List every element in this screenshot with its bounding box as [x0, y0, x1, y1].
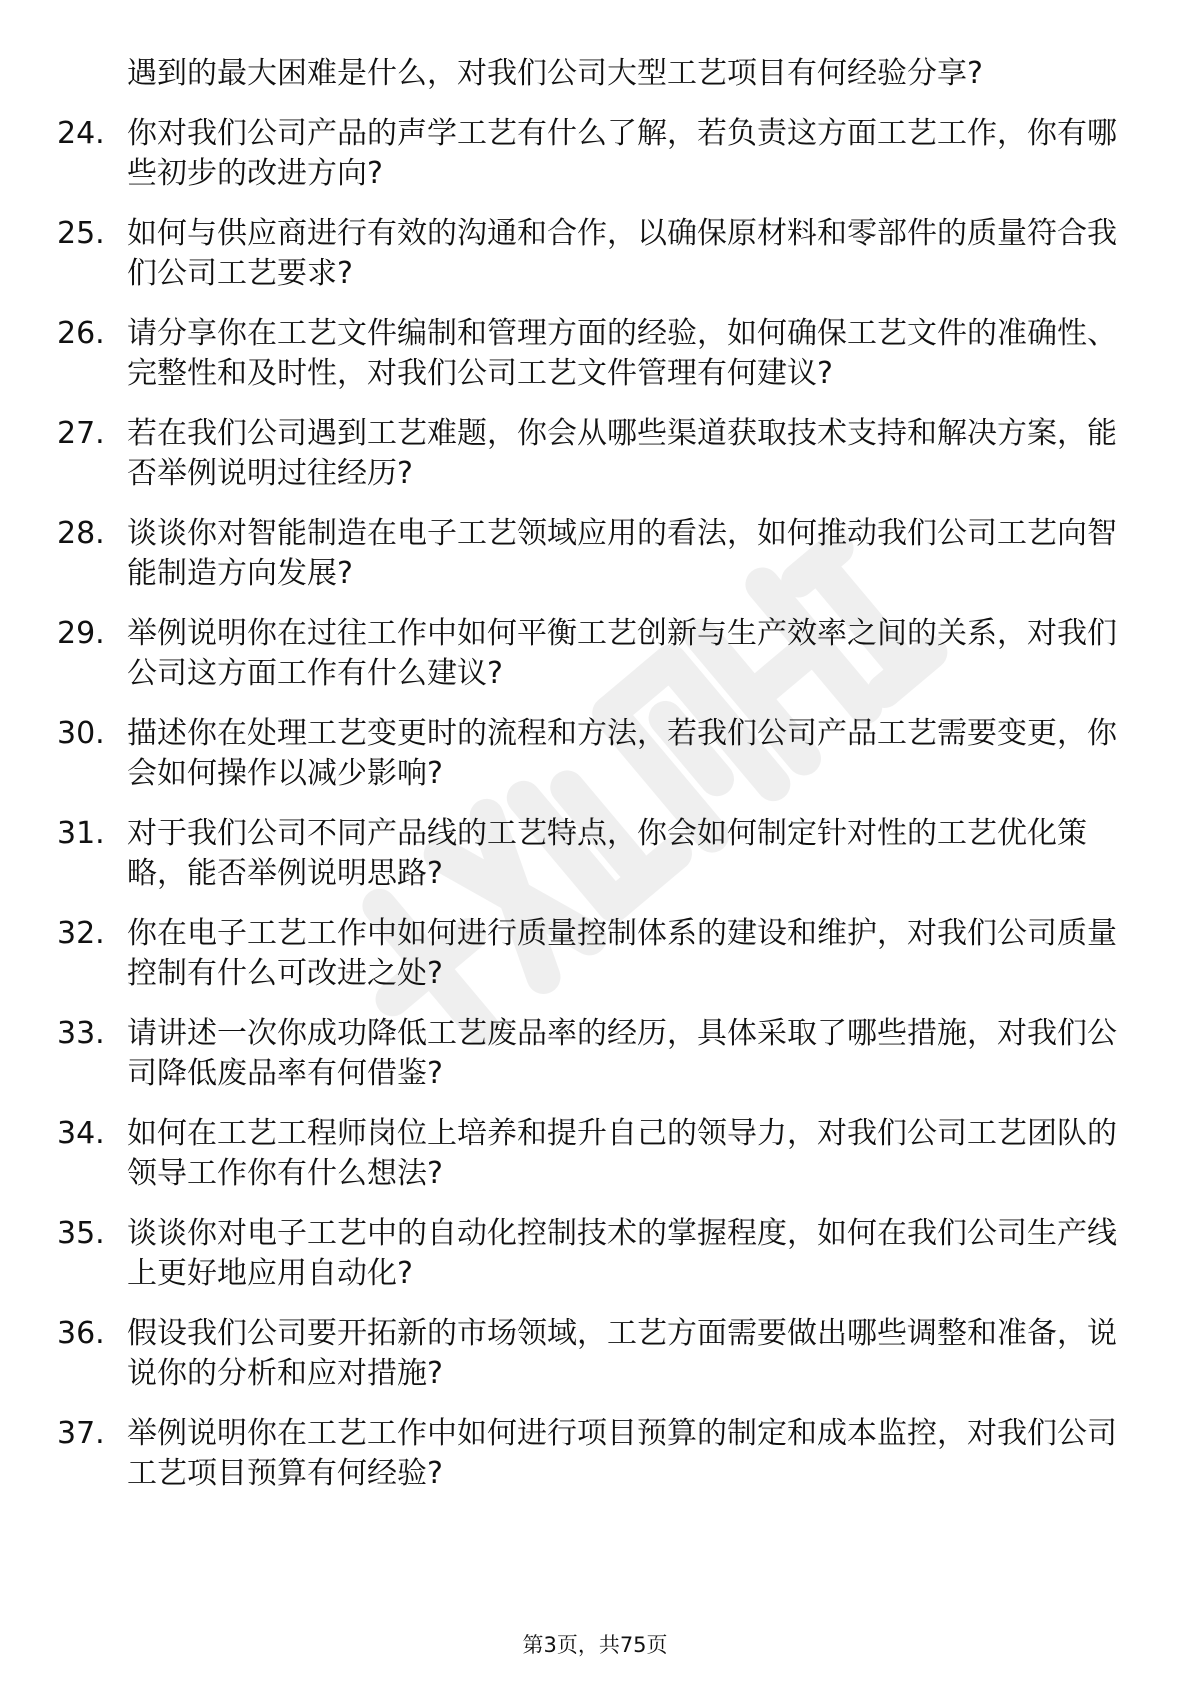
- list-item-text: 如何与供应商进行有效的沟通和合作，以确保原材料和零部件的质量符合我们公司工艺要求?: [127, 216, 1117, 291]
- list-item-text: 如何在工艺工程师岗位上培养和提升自己的领导力，对我们公司工艺团队的领导工作你有什么想法?: [127, 1116, 1117, 1191]
- list-item: [57, 514, 1117, 594]
- list-item-number: 27.: [57, 416, 105, 451]
- list-item-number: 25.: [57, 216, 105, 251]
- list-item: [57, 614, 1117, 694]
- list-item-text: 遇到的最大困难是什么，对我们公司大型工艺项目有何经验分享?: [127, 56, 983, 91]
- list-item: [57, 1414, 1117, 1494]
- list-item: [57, 714, 1117, 794]
- list-item-text: 谈谈你对智能制造在电子工艺领域应用的看法，如何推动我们公司工艺向智能制造方向发展?: [127, 516, 1117, 591]
- list-item-text: 举例说明你在工艺工作中如何进行项目预算的制定和成本监控，对我们公司工艺项目预算有何经验?: [127, 1416, 1117, 1491]
- list-item: [57, 1014, 1117, 1094]
- list-item: [57, 1214, 1117, 1294]
- list-item-number: 34.: [57, 1116, 105, 1151]
- list-item: [57, 1314, 1117, 1394]
- list-item-text: 请分享你在工艺文件编制和管理方面的经验，如何确保工艺文件的准确性、完整性和及时性，对我们公司工艺文件管理有何建议?: [127, 316, 1117, 391]
- list-item-text: 举例说明你在过往工作中如何平衡工艺创新与生产效率之间的关系，对我们公司这方面工作有什么建议?: [127, 616, 1117, 691]
- list-item-text: 对于我们公司不同产品线的工艺特点，你会如何制定针对性的工艺优化策略，能否举例说明思路?: [127, 816, 1087, 891]
- list-item-number: 37.: [57, 1416, 105, 1451]
- list-item-text: 谈谈你对电子工艺中的自动化控制技术的掌握程度，如何在我们公司生产线上更好地应用自动化?: [127, 1216, 1117, 1291]
- list-item: [57, 814, 1117, 894]
- list-item-text: 若在我们公司遇到工艺难题，你会从哪些渠道获取技术支持和解决方案，能否举例说明过往经历?: [127, 416, 1117, 491]
- list-item: [57, 1114, 1117, 1194]
- list-item-number: 28.: [57, 516, 105, 551]
- list-item: [57, 314, 1117, 394]
- list-item: [57, 914, 1117, 994]
- list-item-text: 你在电子工艺工作中如何进行质量控制体系的建设和维护，对我们公司质量控制有什么可改进之处?: [127, 916, 1117, 991]
- page-footer: 第3页，共75页: [522, 1633, 668, 1657]
- list-item-number: 30.: [57, 716, 105, 751]
- list-item-continuation: [57, 54, 1117, 94]
- list-item: [57, 114, 1117, 194]
- list-item-number: 31.: [57, 816, 105, 851]
- question-list: [57, 54, 1117, 1514]
- list-item: [57, 414, 1117, 494]
- list-item-text: 你对我们公司产品的声学工艺有什么了解，若负责这方面工艺工作，你有哪些初步的改进方向?: [127, 116, 1117, 191]
- list-item-number: 26.: [57, 316, 105, 351]
- list-item: [57, 214, 1117, 294]
- list-item-number: 32.: [57, 916, 105, 951]
- list-item-number: 36.: [57, 1316, 105, 1351]
- list-item-text: 请讲述一次你成功降低工艺废品率的经历，具体采取了哪些措施，对我们公司降低废品率有何借鉴?: [127, 1016, 1117, 1091]
- list-item-text: 描述你在处理工艺变更时的流程和方法，若我们公司产品工艺需要变更，你会如何操作以减少影响?: [127, 716, 1117, 791]
- list-item-number: 33.: [57, 1016, 105, 1051]
- list-item-number: 35.: [57, 1216, 105, 1251]
- list-item-number: 24.: [57, 116, 105, 151]
- list-item-text: 假设我们公司要开拓新的市场领域，工艺方面需要做出哪些调整和准备，说说你的分析和应对措施?: [127, 1316, 1117, 1391]
- list-item-number: 29.: [57, 616, 105, 651]
